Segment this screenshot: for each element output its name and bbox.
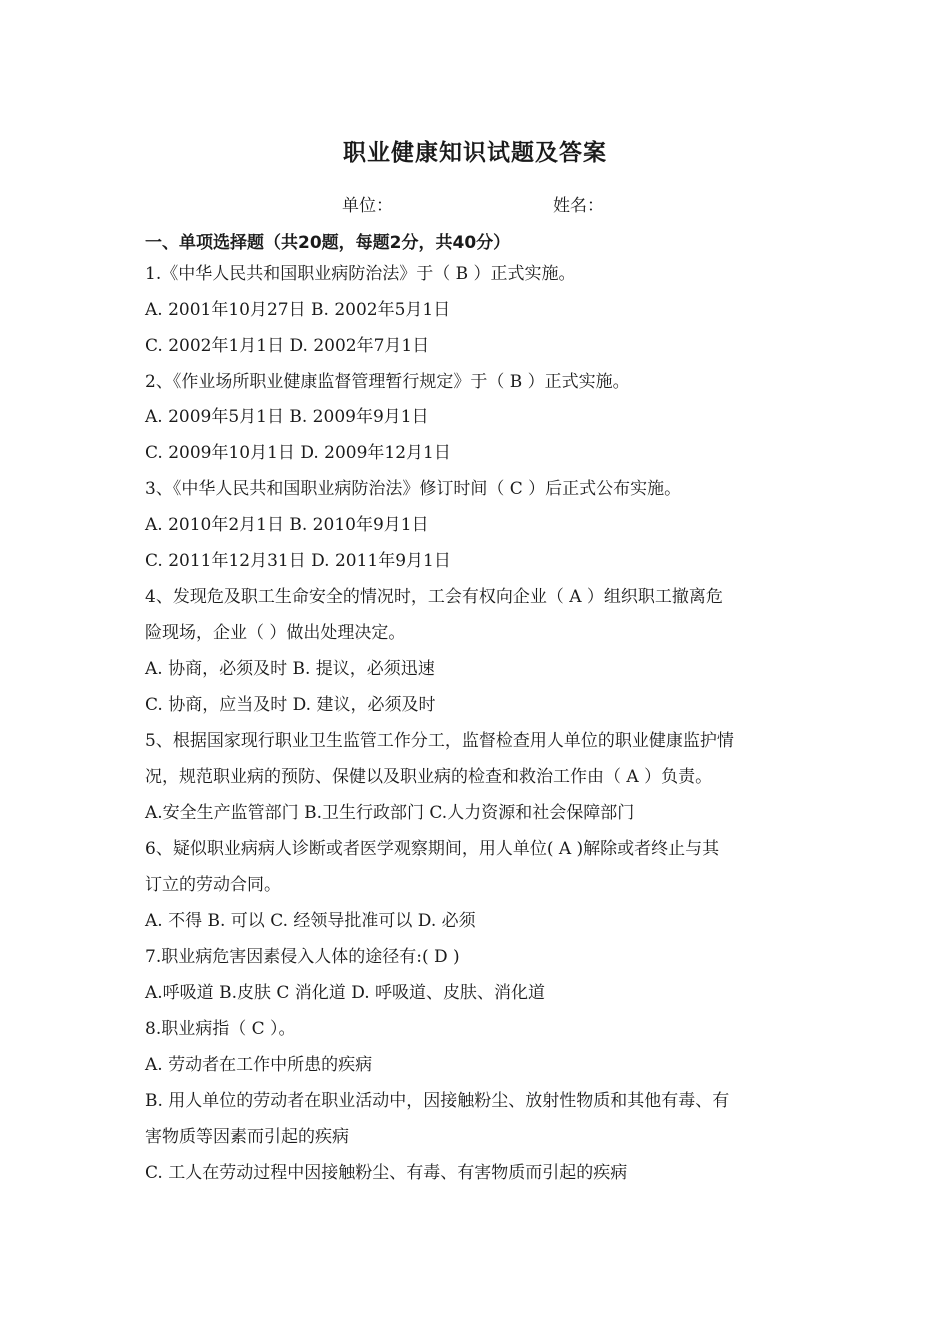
text-line: A.安全生产监管部门 B.卫生行政部门 C.人力资源和社会保障部门 [145,803,635,823]
text-line: 5、根据国家现行职业卫生监管工作分工，监督检查用人单位的职业健康监护情 [145,731,734,751]
text-line: 险现场，企业（ ）做出处理决定。 [145,623,406,643]
page-title: 职业健康知识试题及答案 [343,140,607,166]
text-line: C. 协商，应当及时 D. 建议，必须及时 [145,695,436,715]
text-line: 害物质等因素而引起的疾病 [145,1127,349,1147]
section-heading: 一、单项选择题（共20题，每题2分，共40分） [145,233,511,253]
text-line: C. 工人在劳动过程中因接触粉尘、有毒、有害物质而引起的疾病 [145,1163,628,1183]
unit-label: 单位： [342,196,393,216]
text-line: 2、《作业场所职业健康监督管理暂行规定》于（ B ）正式实施。 [145,372,630,392]
text-line: A.呼吸道 B.皮肤 C 消化道 D. 呼吸道、皮肤、消化道 [145,983,546,1003]
name-label: 姓名： [553,196,604,216]
text-line: A. 劳动者在工作中所患的疾病 [145,1055,373,1075]
text-line: A. 2009年5月1日 B. 2009年9月1日 [145,407,429,427]
text-line: 7.职业病危害因素侵入人体的途径有:( D ) [145,947,460,967]
text-line: C. 2002年1月1日 D. 2002年7月1日 [145,336,430,356]
text-line: A. 协商，必须及时 B. 提议，必须迅速 [145,659,435,679]
text-line: 况，规范职业病的预防、保健以及职业病的检查和救治工作由（ A ）负责。 [145,767,713,787]
text-line: A. 2010年2月1日 B. 2010年9月1日 [145,515,429,535]
text-line: 订立的劳动合同。 [145,875,281,895]
text-line: 8.职业病指（ C ）。 [145,1019,296,1039]
text-line: A. 不得 B. 可以 C. 经领导批准可以 D. 必须 [145,911,476,931]
text-line: B. 用人单位的劳动者在职业活动中，因接触粉尘、放射性物质和其他有毒、有 [145,1091,730,1111]
text-line: 6、疑似职业病病人诊断或者医学观察期间，用人单位( A )解除或者终止与其 [145,839,720,859]
text-line: 1.《中华人民共和国职业病防治法》于（ B ）正式实施。 [145,264,576,284]
text-line: 4、发现危及职工生命安全的情况时，工会有权向企业（ A ）组织职工撤离危 [145,587,723,607]
text-line: 3、《中华人民共和国职业病防治法》修订时间（ C ）后正式公布实施。 [145,479,682,499]
text-line: C. 2009年10月1日 D. 2009年12月1日 [145,443,451,463]
text-line: A. 2001年10月27日 B. 2002年5月1日 [145,300,451,320]
text-line: C. 2011年12月31日 D. 2011年9月1日 [145,551,451,571]
